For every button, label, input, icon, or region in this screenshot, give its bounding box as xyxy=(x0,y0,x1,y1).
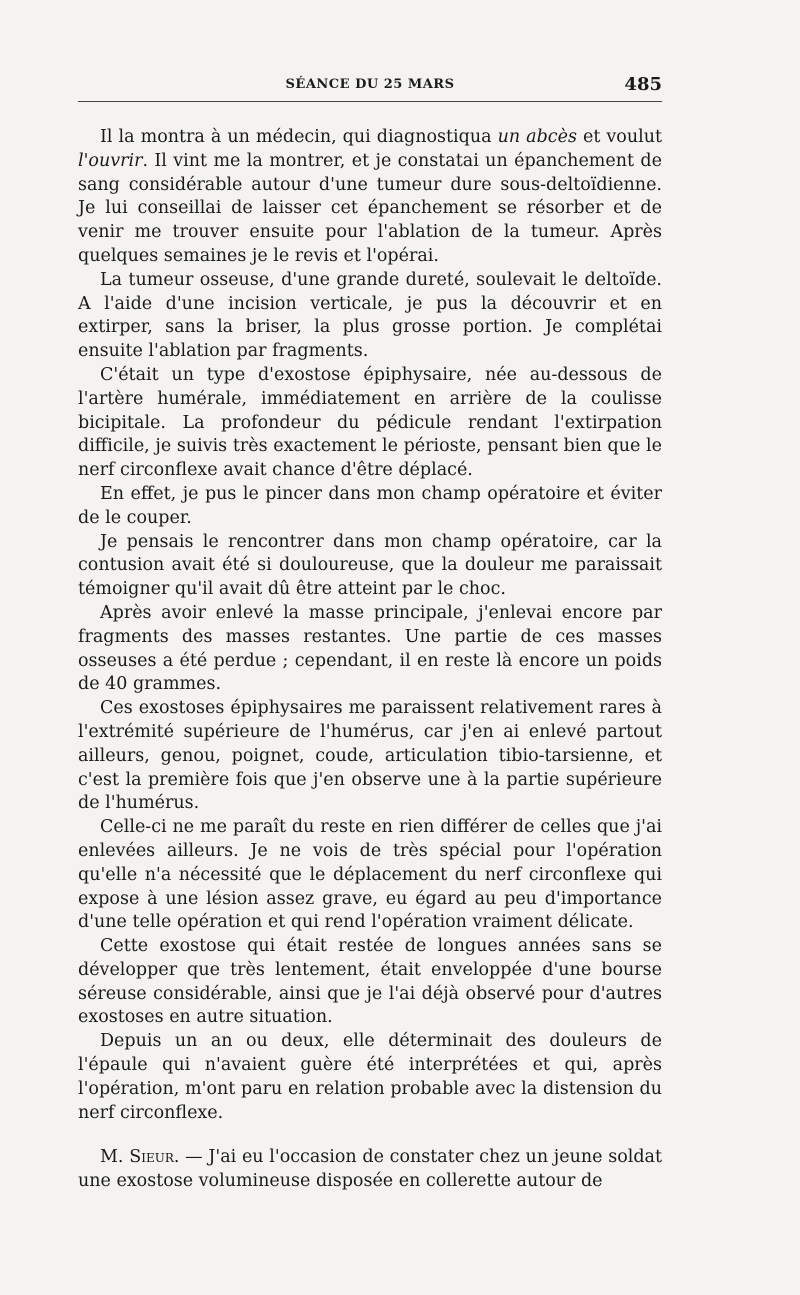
running-header xyxy=(78,74,662,98)
italic-phrase: l'ouvrir xyxy=(78,150,143,171)
speaker-title: M. xyxy=(100,1147,124,1168)
paragraph: Celle-ci ne me paraît du reste en rien différer de celles que j'ai enlevées ailleurs. Je ne vois de très spécial pour l'opération qu'elle n'a nécessité que le déplacement du nerf circonflexe qui expose à une lésion assez grave, eu égard au peu d'importance d'une telle opération et qui rend l'opération vraiment délicate. xyxy=(78,817,662,933)
paragraph: La tumeur osseuse, d'une grande dureté, soulevait le deltoïde. A l'aide d'une incision verticale, je pus la découvrir et en extirper, sans la briser, la plus grosse portion. Je complétai ensuite l'ablation par fragments. xyxy=(78,269,662,362)
paragraph: Ces exostoses épiphysaires me paraissent relativement rares à l'extrémité supérieure de l'humérus, car j'en ai enlevé partout ailleurs, genou, poignet, coude, articulation tibio-tarsienne, et c'est la première fois que j'en observe une à la partie supérieure de l'humérus. xyxy=(78,698,662,814)
speaker-text: . — J'ai eu l'occasion de constater chez un jeune soldat une exostose volumineuse disposée en collerette autour de xyxy=(78,1147,662,1192)
paragraph: C'était un type d'exostose épiphysaire, née au-dessous de l'artère humérale, immédiatement en arrière de la coulisse bicipitale. La profondeur du pédicule rendant l'extirpation difficile, je suivis très exactement le périoste, pensant bien que le nerf circonflexe avait chance d'être déplacé. xyxy=(78,364,662,481)
speaker-name: Sieur xyxy=(129,1147,174,1168)
body-text xyxy=(78,126,662,1194)
paragraph: En effet, je pus le pincer dans mon champ opératoire et éviter de le couper. xyxy=(78,483,662,528)
paragraph: Je pensais le rencontrer dans mon champ opératoire, car la contusion avait été si douloureuse, que la douleur me paraissait témoigner qu'il avait dû être atteint par le choc. xyxy=(78,531,662,600)
page-number: 485 xyxy=(624,74,662,95)
header-rule xyxy=(78,101,662,102)
header-title: SÉANCE DU 25 MARS xyxy=(285,77,455,92)
paragraph: Depuis un an ou deux, elle déterminait des douleurs de l'épaule qui n'avaient guère été interprétées et qui, après l'opération, m'ont paru en relation probable avec la distension du nerf circonflexe. xyxy=(78,1031,662,1123)
paragraph: Il la montra à un médecin, qui diagnostiqua un abcès et voulut l'ouvrir. Il vint me la montrer, et je constatai un épanchement de sang considérable autour d'une tumeur dure sous-deltoïdienne. Je lui conseillai de laisser cet épanchement se résorber et de venir me trouver ensuite pour l'ablation de la tumeur. Après quelques semaines je le revis et l'opérai. xyxy=(78,127,663,266)
paragraph: Cette exostose qui était restée de longues années sans se développer que très lentement, était enveloppée d'une bourse séreuse considérable, ainsi que je l'ai déjà observé pour d'autres exostoses en autre situation. xyxy=(78,936,662,1028)
paragraph: Après avoir enlevé la masse principale, j'enlevai encore par fragments des masses restantes. Une partie de ces masses osseuses a été perdue ; cependant, il en reste là encore un poids de 40 grammes. xyxy=(78,602,662,695)
italic-phrase: un abcès xyxy=(497,127,577,147)
speaker-paragraph xyxy=(78,1146,662,1194)
